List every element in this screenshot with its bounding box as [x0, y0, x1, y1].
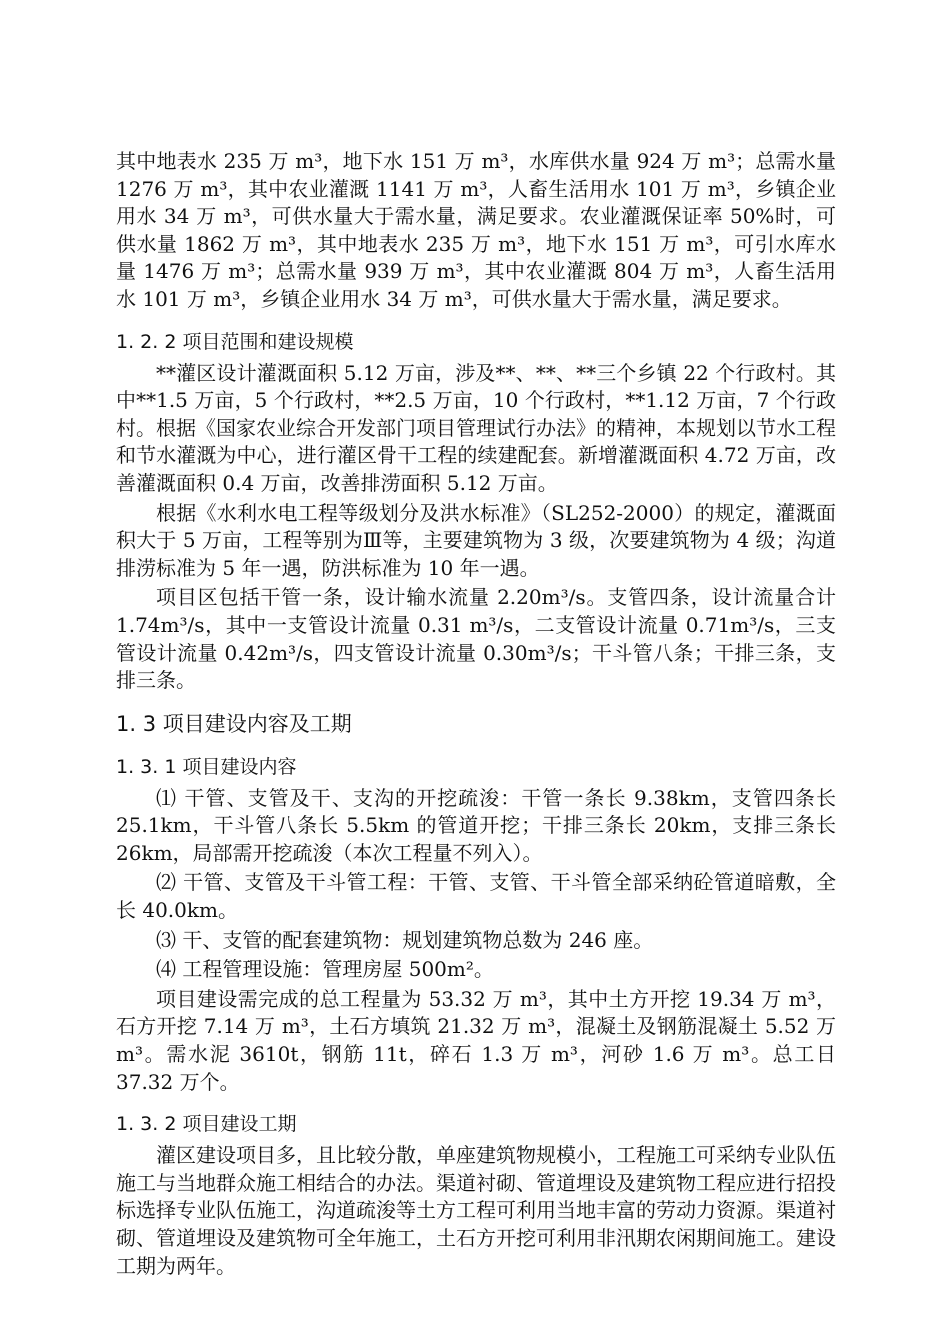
paragraph-item-3: ⑶ 干、支管的配套建筑物：规划建筑物总数为 246 座。	[156, 927, 654, 952]
paragraph-schedule: 灌区建设项目多，且比较分散，单座建筑物规模小，工程施工可采纳专业队伍施工与当地群众施工相结合的办法。渠道衬砌、管道埋设及建筑物工程应进行招投标选择专业队伍施工，沟道疏浚等土方工程可利用当地丰富的劳动力资源。渠道衬砌、管道埋设及建筑物可全年施工，土石方开挖可利用非汛期农闲期间施工。建设工期为两年。	[116, 1143, 836, 1278]
paragraph-pipe-flows: 项目区包括干管一条，设计输水流量 2.20m³/s。支管四条，设计流量合计 1.74m³/s，其中一支管设计流量 0.31 m³/s，二支管设计流量 0.71m³/s，三支管设计流量 0.42m³/s，四支管设计流量 0.30m³/s；干斗管八条；干排三条，支排三条。	[116, 585, 843, 693]
paragraph-water-supply: 其中地表水 235 万 m³，地下水 151 万 m³，水库供水量 924 万 m³；总需水量 1276 万 m³，其中农业灌溉 1141 万 m³，人畜生活用水 101 万 m³，乡镇企业用水 34 万 m³，可供水量大于需水量，满足要求。农业灌溉保证率 50%时，可供水量 1862 万 m³，其中地表水 235 万 m³，地下水 151 万 m³，可引水库水量 1476 万 m³；总需水量 939 万 m³，其中农业灌溉 804 万 m³，人畜生活用水 101 万 m³，乡镇企业用水 34 万 m³，可供水量大于需水量，满足要求。	[116, 149, 843, 311]
heading-1-3-2: 1. 3. 2 项目建设工期	[116, 1113, 297, 1136]
paragraph-item-4: ⑷ 工程管理设施：管理房屋 500m²。	[156, 957, 494, 982]
heading-1-2-2: 1. 2. 2 项目范围和建设规模	[116, 330, 354, 353]
paragraph-irrigation-area: **灌区设计灌溉面积 5.12 万亩，涉及**、**、**三个乡镇 22 个行政村。其中**1.5 万亩，5 个行政村，**2.5 万亩，10 个行政村，**1.12 万亩，7 个行政村。根据《国家农业综合开发部门项目管理试行办法》的精神，本规划以节水工程和节水灌溉为中心，进行灌区骨干工程的续建配套。新增灌溉面积 4.72 万亩，改善灌溉面积 0.4 万亩，改善排涝面积 5.12 万亩。	[116, 360, 836, 495]
heading-1-3: 1. 3 项目建设内容及工期	[116, 711, 352, 736]
paragraph-item-2: ⑵ 干管、支管及干斗管工程：干管、支管、干斗管全部采纳砼管道暗敷，全长 40.0km。	[116, 870, 836, 923]
heading-1-3-1: 1. 3. 1 项目建设内容	[116, 755, 297, 778]
document-page	[116, 148, 843, 1282]
paragraph-engineering-grade: 根据《水利水电工程等级划分及洪水标准》（SL252-2000）的规定，灌溉面积大于 5 万亩，工程等别为Ⅲ等，主要建筑物为 3 级，次要建筑物为 4 级；沟道排涝标准为 5 年一遇，防洪标准为 10 年一遇。	[116, 500, 836, 580]
paragraph-item-1: ⑴ 干管、支管及干、支沟的开挖疏浚：干管一条长 9.38km，支管四条长 25.1km，干斗管八条长 5.5km 的管道开挖；干排三条长 20km，支排三条长 26km，局部需开挖疏浚（本次工程量不列入）。	[116, 785, 843, 865]
paragraph-quantities: 项目建设需完成的总工程量为 53.32 万 m³，其中土方开挖 19.34 万 m³，石方开挖 7.14 万 m³，土石方填筑 21.32 万 m³，混凝土及钢筋混凝土 5.52 万 m³。需水泥 3610t，钢筋 11t，碎石 1.3 万 m³，河砂 1.6 万 m³。总工日 37.32 万个。	[116, 986, 843, 1094]
